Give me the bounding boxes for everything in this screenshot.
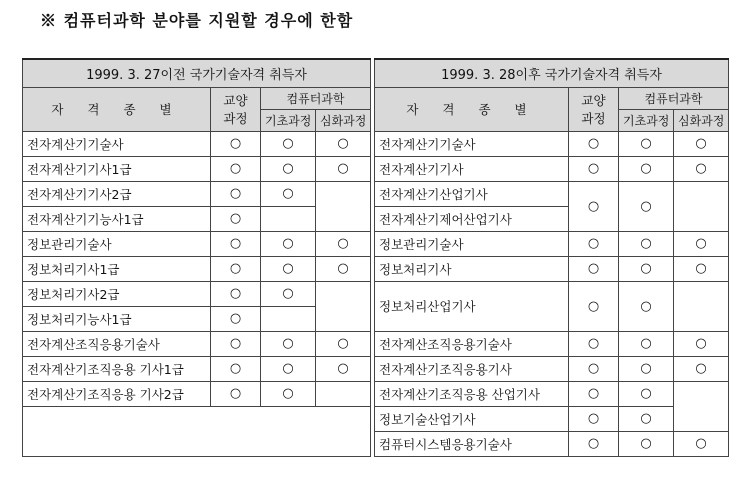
left-col-qualification: 자 격 종 별 xyxy=(23,87,211,131)
qualification-name: 전자계산기제어산업기사 xyxy=(375,206,569,231)
basic-mark: ○ xyxy=(261,331,316,356)
qualification-name: 전자계산기기술사 xyxy=(375,131,569,156)
advanced-mark: ○ xyxy=(316,256,371,281)
empty-cell xyxy=(23,406,371,456)
table-row xyxy=(375,431,729,456)
liberal-mark: ○ xyxy=(211,281,261,306)
qualification-name: 전자계산기기사1급 xyxy=(23,156,211,181)
basic-mark xyxy=(261,306,316,331)
advanced-mark xyxy=(316,181,371,231)
qualification-name: 전자계산기기사 xyxy=(375,156,569,181)
advanced-mark xyxy=(674,281,729,331)
basic-mark: ○ xyxy=(261,281,316,306)
qualification-name: 전자계산기조직응용 기사1급 xyxy=(23,356,211,381)
left-col-advanced: 심화과정 xyxy=(316,109,371,131)
qualification-name: 정보기술산업기사 xyxy=(375,406,569,431)
qualification-name: 정보처리기사2급 xyxy=(23,281,211,306)
liberal-mark: ○ xyxy=(211,131,261,156)
qualification-name: 전자계산기조직응용기사 xyxy=(375,356,569,381)
right-col-liberal xyxy=(569,87,619,131)
advanced-mark: ○ xyxy=(674,331,729,356)
liberal-mark: ○ xyxy=(211,256,261,281)
table-row xyxy=(375,181,729,206)
left-col-basic: 기초과정 xyxy=(261,109,316,131)
qualification-name: 정보처리기능사1급 xyxy=(23,306,211,331)
liberal-mark: ○ xyxy=(211,356,261,381)
table-row xyxy=(375,331,729,356)
right-col-qualification: 자 격 종 별 xyxy=(375,87,569,131)
table-row xyxy=(375,356,729,381)
qualification-name: 전자계산기조직응용 산업기사 xyxy=(375,381,569,406)
table-row xyxy=(23,256,371,281)
basic-mark: ○ xyxy=(261,156,316,181)
right-col-advanced: 심화과정 xyxy=(674,109,729,131)
qualification-name: 전자계산기조직응용 기사2급 xyxy=(23,381,211,406)
basic-mark: ○ xyxy=(619,231,674,256)
qualification-name: 전자계산기기능사1급 xyxy=(23,206,211,231)
liberal-mark: ○ xyxy=(211,206,261,231)
qualification-name: 정보처리기사1급 xyxy=(23,256,211,281)
page-heading: ※ 컴퓨터과학 분야를 지원할 경우에 한함 xyxy=(40,11,354,30)
liberal-mark: ○ xyxy=(569,156,619,181)
advanced-mark: ○ xyxy=(674,131,729,156)
table-row xyxy=(23,281,371,306)
right-col-basic: 기초과정 xyxy=(619,109,674,131)
advanced-mark: ○ xyxy=(674,256,729,281)
basic-mark: ○ xyxy=(261,356,316,381)
liberal-mark: ○ xyxy=(211,156,261,181)
advanced-mark: ○ xyxy=(674,356,729,381)
advanced-mark: ○ xyxy=(674,156,729,181)
advanced-mark: ○ xyxy=(316,231,371,256)
liberal-mark: ○ xyxy=(569,181,619,231)
table-after-1999-03-28 xyxy=(374,58,728,457)
basic-mark: ○ xyxy=(619,381,674,406)
liberal-mark: ○ xyxy=(211,306,261,331)
liberal-mark: ○ xyxy=(569,406,619,431)
liberal-mark: ○ xyxy=(211,331,261,356)
advanced-mark xyxy=(316,381,371,406)
right-table-title: 1999. 3. 28이후 국가기술자격 취득자 xyxy=(375,59,729,87)
qualification-name: 전자계산조직응용기술사 xyxy=(375,331,569,356)
right-col-cs: 컴퓨터과학 xyxy=(619,87,729,109)
table-row xyxy=(23,381,371,406)
qualification-name: 전자계산기기술사 xyxy=(23,131,211,156)
table-before-1999-03-27 xyxy=(22,58,370,457)
basic-mark: ○ xyxy=(261,181,316,206)
liberal-mark: ○ xyxy=(569,131,619,156)
liberal-mark: ○ xyxy=(569,331,619,356)
qualification-name: 컴퓨터시스템응용기술사 xyxy=(375,431,569,456)
basic-mark: ○ xyxy=(261,256,316,281)
table-row xyxy=(23,356,371,381)
table-row xyxy=(375,381,729,406)
liberal-mark: ○ xyxy=(569,281,619,331)
basic-mark: ○ xyxy=(619,406,674,431)
qualification-name: 정보관리기술사 xyxy=(375,231,569,256)
qualification-name: 정보처리기사 xyxy=(375,256,569,281)
advanced-mark: ○ xyxy=(316,131,371,156)
qualification-name: 전자계산기기사2급 xyxy=(23,181,211,206)
table-row xyxy=(375,231,729,256)
liberal-mark: ○ xyxy=(569,431,619,456)
table-row xyxy=(375,256,729,281)
liberal-mark: ○ xyxy=(569,231,619,256)
advanced-mark: ○ xyxy=(316,356,371,381)
qualification-name: 정보처리산업기사 xyxy=(375,281,569,331)
liberal-mark: ○ xyxy=(211,181,261,206)
left-col-cs: 컴퓨터과학 xyxy=(261,87,371,109)
basic-mark: ○ xyxy=(619,181,674,231)
basic-mark: ○ xyxy=(619,131,674,156)
basic-mark xyxy=(261,206,316,231)
qualification-name: 정보관리기술사 xyxy=(23,231,211,256)
left-col-liberal xyxy=(211,87,261,131)
empty-row xyxy=(23,406,371,456)
liberal-mark: ○ xyxy=(211,231,261,256)
left-col-liberal-line1: 교양 xyxy=(223,93,248,108)
table-row xyxy=(23,231,371,256)
basic-mark: ○ xyxy=(619,256,674,281)
right-col-liberal-line2: 과정 xyxy=(581,111,606,126)
basic-mark: ○ xyxy=(619,281,674,331)
advanced-mark xyxy=(674,381,729,431)
left-col-liberal-line2: 과정 xyxy=(223,111,248,126)
basic-mark: ○ xyxy=(619,331,674,356)
table-row xyxy=(23,331,371,356)
table-row xyxy=(23,156,371,181)
advanced-mark: ○ xyxy=(674,431,729,456)
basic-mark: ○ xyxy=(619,356,674,381)
advanced-mark xyxy=(674,181,729,231)
qualification-name: 전자계산조직응용기술사 xyxy=(23,331,211,356)
basic-mark: ○ xyxy=(619,431,674,456)
advanced-mark xyxy=(316,281,371,331)
basic-mark: ○ xyxy=(261,381,316,406)
basic-mark: ○ xyxy=(261,131,316,156)
table-row xyxy=(375,281,729,331)
table-row xyxy=(375,131,729,156)
liberal-mark: ○ xyxy=(569,356,619,381)
table-row xyxy=(23,131,371,156)
liberal-mark: ○ xyxy=(569,256,619,281)
advanced-mark: ○ xyxy=(674,231,729,256)
qualification-name: 전자계산기산업기사 xyxy=(375,181,569,206)
basic-mark: ○ xyxy=(261,231,316,256)
left-table-title: 1999. 3. 27이전 국가기술자격 취득자 xyxy=(23,59,371,87)
table-row xyxy=(23,181,371,206)
liberal-mark: ○ xyxy=(211,381,261,406)
table-row xyxy=(375,156,729,181)
liberal-mark: ○ xyxy=(569,381,619,406)
advanced-mark: ○ xyxy=(316,156,371,181)
advanced-mark: ○ xyxy=(316,331,371,356)
right-col-liberal-line1: 교양 xyxy=(581,93,606,108)
basic-mark: ○ xyxy=(619,156,674,181)
